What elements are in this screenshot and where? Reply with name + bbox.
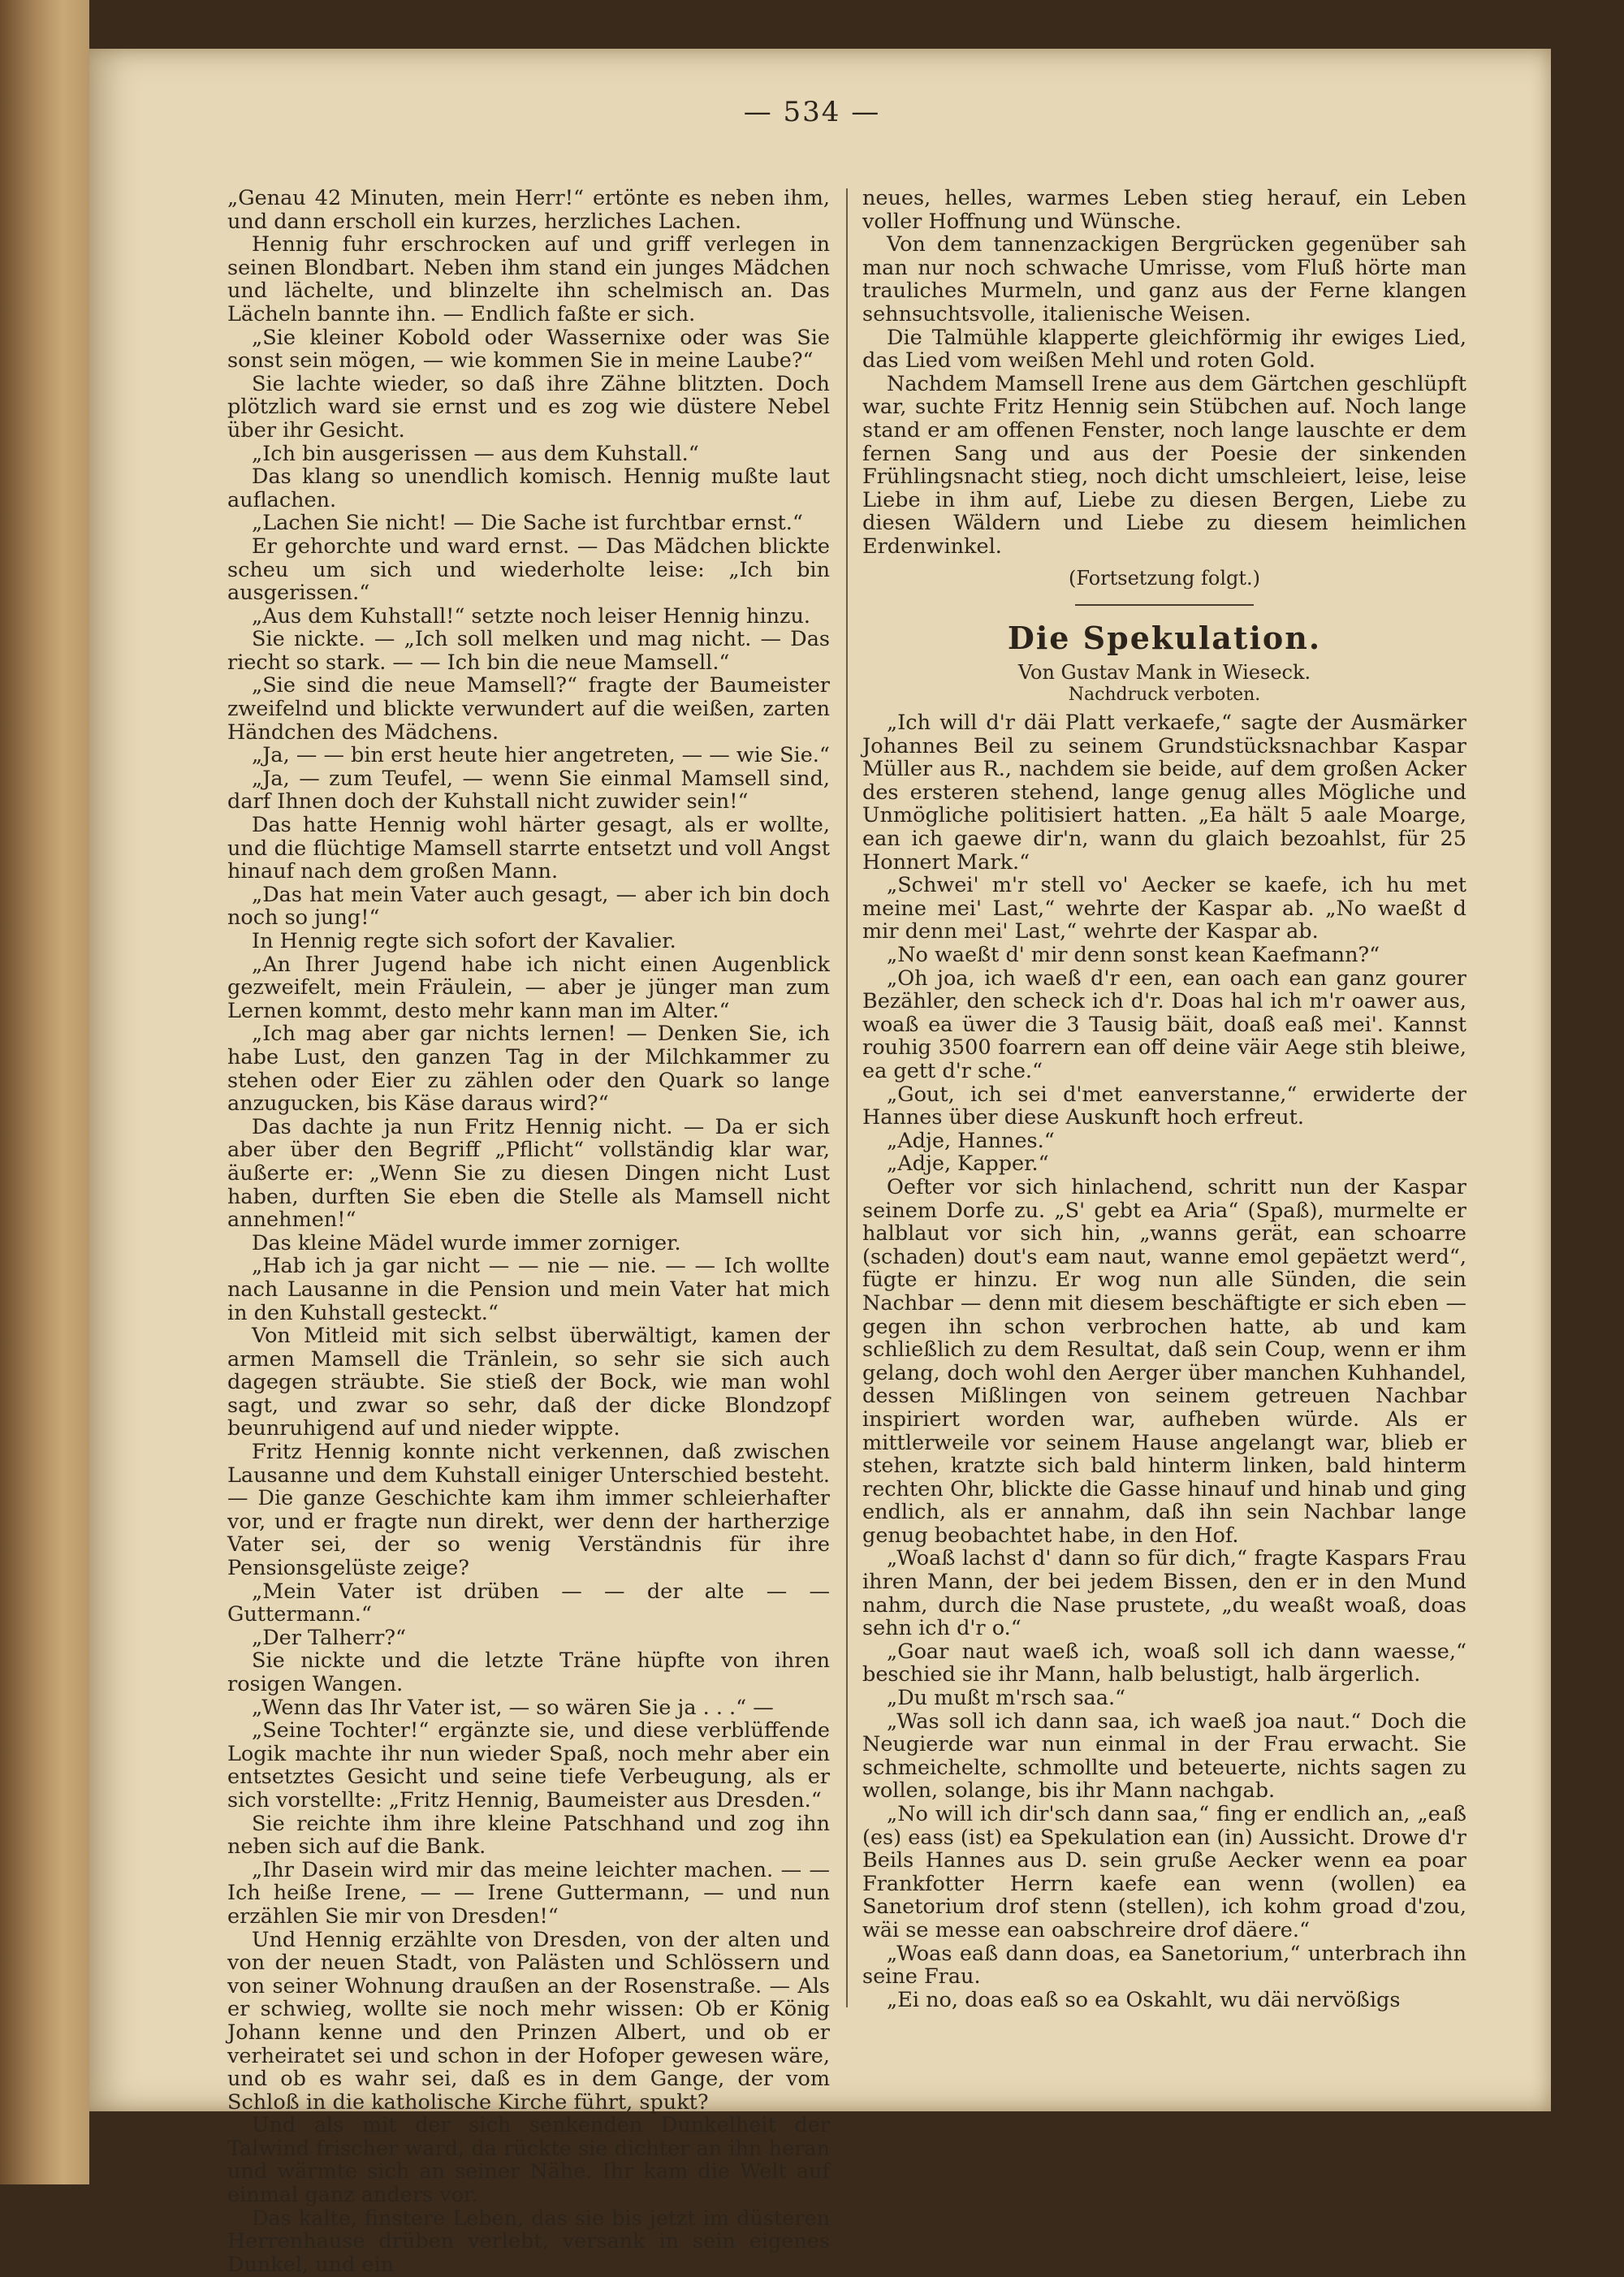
book-spine xyxy=(0,0,89,2184)
paragraph: Das kleine Mädel wurde immer zorniger. xyxy=(252,1230,681,1255)
paragraph: „Aus dem Kuhstall!“ setzte noch leiser Hennig hinzu. xyxy=(252,603,811,629)
paragraph: „Der Talherr?“ xyxy=(252,1625,407,1650)
right-column xyxy=(862,187,1466,2014)
paragraph: „Sie kleiner Kobold oder Wassernixe oder was Sie sonst sein mögen, — wie kommen Sie in meine Laube?“ xyxy=(227,325,830,374)
paragraph: „Ja, — — bin erst heute hier angetreten, — — wie Sie.“ xyxy=(252,743,830,768)
column-divider xyxy=(846,188,848,2007)
paragraph: Das dachte ja nun Fritz Hennig nicht. — Da er sich aber über den Begriff „Pflicht“ vollständig klar war, äußerte er: „Wenn Sie zu diesen Dingen nicht Lust haben, durften Sie eben die Stelle als Mamsell nicht annehmen!“ xyxy=(227,1114,830,1233)
paragraph: „Woaß lachst d' dann so für dich,“ fragte Kaspars Frau ihren Mann, der bei jedem Bissen, den er in den Mund nahm, durch die Nase prustete, „du weaßt woaß, doas sehn ich d'r o.“ xyxy=(862,1546,1466,1641)
paragraph: „Ja, — zum Teufel, — wenn Sie einmal Mamsell sind, darf Ihnen doch der Kuhstall nicht zuwider sein!“ xyxy=(227,766,830,814)
paragraph: „Lachen Sie nicht! — Die Sache ist furchtbar ernst.“ xyxy=(252,511,803,536)
paragraph: „An Ihrer Jugend habe ich nicht einen Augenblick gezweifelt, mein Fräulein, — aber je jünger man zum Lernen kommt, desto mehr kann man im Alter.“ xyxy=(227,952,830,1023)
paragraph: Nachdem Mamsell Irene aus dem Gärtchen geschlüpft war, suchte Fritz Hennig sein Stübchen auf. Noch lange stand er am offenen Fenster, noch lange lauschte er dem fernen Sang und aus der Poesie der sinkenden Frühlingsnacht stieg, noch dicht umschleiert, leise, leise Liebe in ihm auf, Liebe zu diesen Bergen, Liebe zu diesen Wäldern und Liebe zu diesem heimlichen Erdenwinkel. xyxy=(862,371,1466,559)
paragraph: „Ei no, doas eaß so ea Oskahlt, wu däi nervößigs xyxy=(887,1987,1401,2012)
paragraph: Das hatte Hennig wohl härter gesagt, als er wollte, und die flüchtige Mamsell starrte entsetzt und voll Angst hinauf nach dem großen Mann. xyxy=(227,813,830,884)
paragraph: Sie nickte und die letzte Träne hüpfte von ihren rosigen Wangen. xyxy=(227,1648,830,1696)
paragraph: Das klang so unendlich komisch. Hennig mußte laut auflachen. xyxy=(227,464,830,512)
paragraph: Die Talmühle klapperte gleichförmig ihr ewiges Lied, das Lied vom weißen Mehl und roten Gold. xyxy=(862,325,1466,374)
paragraph: Hennig fuhr erschrocken auf und griff verlegen in seinen Blondbart. Neben ihm stand ein junges Mädchen und lächelte, und blinzelte ihn schelmisch an. Das Lächeln bannte ihn. — Endlich faßte er sich. xyxy=(227,232,830,326)
reprint-note: Nachdruck verboten. xyxy=(1068,685,1261,706)
paragraph: Das kalte, finstere Leben, das sie bis jetzt im düsteren Herrenhause drüben verlebt, versank in sein eigenes Dunkel, und ein xyxy=(227,2206,830,2277)
left-column xyxy=(227,186,830,2277)
paragraph: Von Mitleid mit sich selbst überwältigt, kamen der armen Mamsell die Tränlein, so sehr sie sich auch dagegen sträubte. Sie stieß der Bock, wie man wohl sagt, und zwar so sehr, daß der dicke Blondzopf beunruhigend auf und nieder wippte. xyxy=(227,1324,830,1441)
article-title: Die Spekulation. xyxy=(1007,620,1322,657)
paragraph: „Goar naut waeß ich, woaß soll ich dann waesse,“ beschied sie ihr Mann, halb belustigt, halb ärgerlich. xyxy=(862,1639,1466,1687)
paragraph: Er gehorchte und ward ernst. — Das Mädchen blickte scheu um sich und wiederholte leise: „Ich bin ausgerissen.“ xyxy=(227,534,830,606)
paragraph: „Was soll ich dann saa, ich waeß joa naut.“ Doch die Neugierde war nun einmal in der Frau erwacht. Sie schmeichelte, schmollte und beteuerte, nichts sagen zu wollen, solange, bis ihr Mann nachgab. xyxy=(862,1709,1466,1804)
paragraph: Und Hennig erzählte von Dresden, von der alten und von der neuen Stadt, von Palästen und Schlössern und von seiner Wohnung draußen an der Rosenstraße. — Als er schwieg, wollte sie noch mehr wissen: Ob er König Johann kenne und den Prinzen Albert, und ob er verheiratet sei und schon in der Hofoper gewesen wäre, und ob es wahr sei, daß es in dem Gange, der vom Schloß in die katholische Kirche führt, spukt? xyxy=(227,1927,830,2115)
paragraph: „Oh joa, ich waeß d'r een, ean oach ean ganz gourer Bezähler, den scheck ich d'r. Doas hal ich m'r oawer aus, woaß ea üwer die 3 Tausig bäit, doaß eaß mei'. Kannst rouhig 3500 foarrern ean off deine väir Aege stih bleiwe, ea gett d'r sche.“ xyxy=(862,966,1466,1083)
paragraph: „No waeßt d' mir denn sonst kean Kaefmann?“ xyxy=(887,943,1380,968)
paragraph: „Adje, Hannes.“ xyxy=(887,1128,1055,1153)
paragraph: „Ich mag aber gar nichts lernen! — Denken Sie, ich habe Lust, den ganzen Tag in der Milchkammer zu stehen oder Eier zu zählen oder den Quark so lange anzugucken, bis Käse daraus wird?“ xyxy=(227,1022,830,1117)
paragraph: In Hennig regte sich sofort der Kavalier. xyxy=(252,929,676,953)
paragraph: „Ich will d'r däi Platt verkaefe,“ sagte der Ausmärker Johannes Beil zu seinem Grundstücksnachbar Kaspar Müller aus R., nachdem sie beide, auf dem großen Acker des ersteren stehend, lange genug alles Mögliche und Unmögliche politisiert hatten. „Ea hält 5 aale Moarge, ean ich gaewe dir'n, wann du glaich bezoahlst, für 25 Honnert Mark.“ xyxy=(862,711,1466,875)
paragraph: „Genau 42 Minuten, mein Herr!“ ertönte es neben ihm, und dann erscholl ein kurzes, herzliches Lachen. xyxy=(227,186,830,234)
paragraph: Und als mit der sich senkenden Dunkelheit der Talwind frischer ward, da rückte sie dichter an ihn heran und wärmte sich an seiner Nähe. Ihr kam die Welt auf einmal ganz anders vor. xyxy=(227,2113,830,2208)
section-divider xyxy=(1075,604,1254,606)
paragraph: Oefter vor sich hinlachend, schritt nun der Kaspar seinem Dorfe zu. „S' gebt ea Aria“ (Spaß), murmelte er halblaut vor sich hin, „wanns gerät, ean schoarre (schaden) dout's eam naut, wanne emol gepäetzt werd“, fügte er hinzu. Er wog nun alle Sünden, die sein Nachbar — denn mit diesem beschäftigte er sich eben — gegen ihn schon verbrochen hatte, ab und kam schließlich zu dem Resultat, daß sein Coup, wenn er ihm gelang, doch wohl den Aerger über manchen Kuhhandel, dessen Mißlingen von seinem getreuen Nachbar inspiriert worden war, aufheben würde. Als er mittlerweile vor seinem Hause angelangt war, blieb er stehen, kratzte sich bald hinterm linken, bald hinterm rechten Ohr, blickte die Gasse hinauf und hinab und ging endlich, als er annahm, daß ihn sein Nachbar lange genug beobachtet habe, in den Hof. xyxy=(862,1174,1466,1548)
paragraph: „Mein Vater ist drüben — — der alte — — Guttermann.“ xyxy=(227,1579,830,1627)
paragraph: „Gout, ich sei d'met eanverstanne,“ erwiderte der Hannes über diese Auskunft hoch erfreut. xyxy=(862,1082,1466,1130)
paragraph: „Adje, Kapper.“ xyxy=(887,1151,1049,1177)
paragraph: „No will ich dir'sch dann saa,“ fing er endlich an, „eaß (es) eass (ist) ea Spekulation ean (in) Aussicht. Drowe d'r Beils Hannes aus D. sein gruße Aecker wenn ea poar Frankfotter Herrn kaefe ean wenn (wollen) ea Sanetorium drof stenn (stellen), ich kohm groad d'zou, wäi se messe ean oabschreire drof däere.“ xyxy=(862,1802,1466,1942)
paragraph: „Seine Tochter!“ ergänzte sie, und diese verblüffende Logik machte ihr nun wieder Spaß, noch mehr aber ein entsetztes Gesicht und seine tiefe Verbeugung, als er sich vorstellte: „Fritz Hennig, Baumeister aus Dresden.“ xyxy=(227,1718,830,1813)
page-number: — 534 — xyxy=(743,96,881,128)
paragraph: „Hab ich ja gar nicht — — nie — nie. — — Ich wollte nach Lausanne in die Pension und mein Vater hat mich in den Kuhstall gesteckt.“ xyxy=(227,1254,830,1325)
paragraph: Sie lachte wieder, so daß ihre Zähne blitzten. Doch plötzlich ward sie ernst und es zog wie düstere Nebel über ihr Gesicht. xyxy=(227,371,830,443)
article-byline: Von Gustav Mank in Wieseck. xyxy=(1017,661,1311,685)
paragraph: „Wenn das Ihr Vater ist, — so wären Sie ja . . .“ — xyxy=(252,1695,774,1720)
paragraph: „Ich bin ausgerissen — aus dem Kuhstall.“ xyxy=(252,441,699,466)
paragraph: Sie reichte ihm ihre kleine Patschhand und zog ihn neben sich auf die Bank. xyxy=(227,1811,830,1860)
paragraph: „Sie sind die neue Mamsell?“ fragte der Baumeister zweifelnd und blickte verwundert auf die weißen, zarten Händchen des Mädchens. xyxy=(227,673,830,745)
paragraph: „Du mußt m'rsch saa.“ xyxy=(887,1686,1126,1711)
paragraph: „Schwei' m'r stell vo' Aecker se kaefe, ich hu met meine mei' Last,“ wehrte der Kaspar ab. „No waeßt d mir denn mei' Last,“ wehrte der Kaspar ab. xyxy=(862,873,1466,944)
paragraph: neues, helles, warmes Leben stieg herauf, ein Leben voller Hoffnung und Wünsche. xyxy=(862,186,1466,234)
paragraph: „Woas eaß dann doas, ea Sanetorium,“ unterbrach ihn seine Frau. xyxy=(862,1941,1466,1990)
continuation-note: (Fortsetzung folgt.) xyxy=(1069,566,1260,590)
paragraph: „Das hat mein Vater auch gesagt, — aber ich bin doch noch so jung!“ xyxy=(227,882,830,931)
paragraph: Fritz Hennig konnte nicht verkennen, daß zwischen Lausanne und dem Kuhstall einiger Unterschied besteht. — Die ganze Geschichte kam ihm immer schleierhafter vor, und er fragte nun direkt, wer denn der hartherzige Vater sei, der so wenig Verständnis für ihre Pensionsgelüste zeige? xyxy=(227,1440,830,1581)
paragraph: Sie nickte. — „Ich soll melken und mag nicht. — Das riecht so stark. — — Ich bin die neue Mamsell.“ xyxy=(227,627,830,675)
paragraph: Von dem tannenzackigen Bergrücken gegenüber sah man nur noch schwache Umrisse, vom Fluß hörte man trauliches Murmeln, und ganz aus der Ferne klangen sehnsuchtsvolle, italienische Weisen. xyxy=(862,232,1466,326)
paragraph: „Ihr Dasein wird mir das meine leichter machen. — — Ich heiße Irene, — — Irene Guttermann, — und nun erzählen Sie mir von Dresden!“ xyxy=(227,1857,830,1929)
